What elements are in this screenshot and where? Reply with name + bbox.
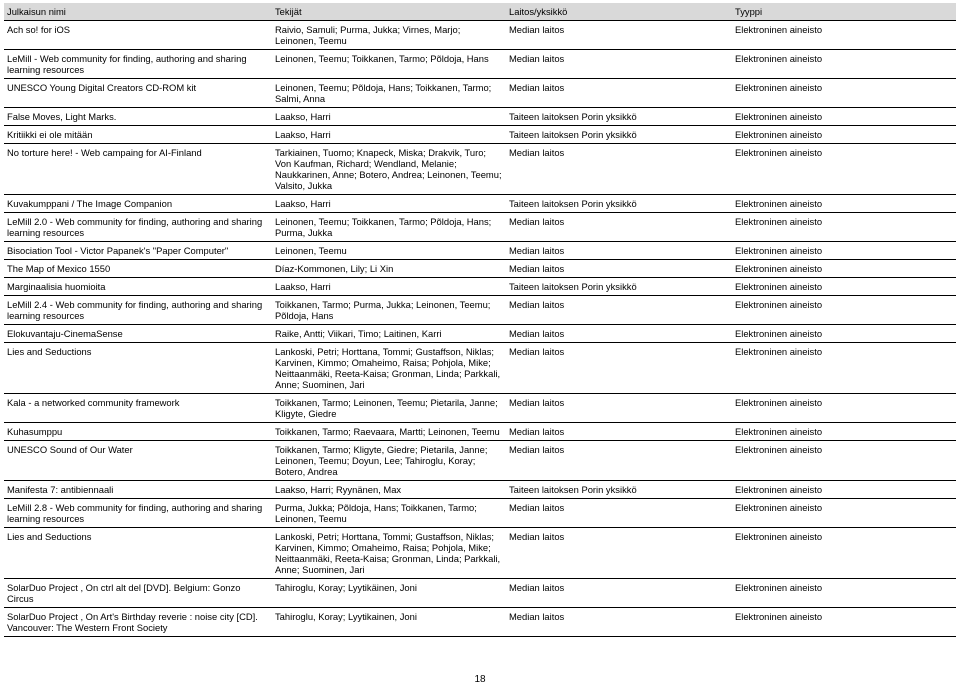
- cell-type: Elektroninen aineisto: [735, 245, 823, 256]
- cell-type: Elektroninen aineisto: [735, 53, 823, 64]
- cell-department: Median laitos: [509, 53, 565, 64]
- cell-department: Median laitos: [509, 24, 565, 35]
- cell-type: Elektroninen aineisto: [735, 129, 823, 140]
- cell-department: Median laitos: [509, 147, 565, 158]
- header-title: Julkaisun nimi: [7, 6, 66, 17]
- cell-title: Lies and Seductions: [7, 531, 92, 542]
- cell-authors: Leinonen, Teemu; Toikkanen, Tarmo; Põldoja, Hans; Purma, Jukka: [275, 216, 492, 238]
- table-row: [4, 21, 956, 50]
- cell-authors: Tahiroglu, Koray; Lyytikäinen, Joni: [275, 582, 417, 593]
- cell-title: SolarDuo Project , On ctrl alt del [DVD]. Belgium: Gonzo Circus: [7, 582, 241, 604]
- cell-type: Elektroninen aineisto: [735, 328, 823, 339]
- cell-title: Kuvakumppani / The Image Companion: [7, 198, 173, 209]
- cell-authors: Toikkanen, Tarmo; Raevaara, Martti; Leinonen, Teemu: [275, 426, 500, 437]
- cell-type: Elektroninen aineisto: [735, 582, 823, 593]
- cell-title: LeMill - Web community for finding, authoring and sharing learning resources: [7, 53, 247, 75]
- table-row: [4, 343, 956, 394]
- table-body: [4, 21, 956, 637]
- table-row: [4, 195, 956, 213]
- cell-title: Kala - a networked community framework: [7, 397, 180, 408]
- cell-title: Marginaalisia huomioita: [7, 281, 106, 292]
- table-row: [4, 260, 956, 278]
- table-row: [4, 441, 956, 481]
- cell-authors: Díaz-Kommonen, Lily; Li Xin: [275, 263, 394, 274]
- table-row: [4, 481, 956, 499]
- cell-title: LeMill 2.0 - Web community for finding, authoring and sharing learning resources: [7, 216, 263, 238]
- header-department: Laitos/yksikkö: [509, 6, 568, 17]
- cell-title: Kuhasumppu: [7, 426, 63, 437]
- cell-type: Elektroninen aineisto: [735, 24, 823, 35]
- cell-department: Median laitos: [509, 444, 565, 455]
- cell-type: Elektroninen aineisto: [735, 484, 823, 495]
- cell-title: Bisociation Tool - Victor Papanek's "Paper Computer": [7, 245, 229, 256]
- cell-type: Elektroninen aineisto: [735, 346, 823, 357]
- cell-authors: Toikkanen, Tarmo; Leinonen, Teemu; Pietarila, Janne; Kligyte, Giedre: [275, 397, 498, 419]
- cell-department: Median laitos: [509, 397, 565, 408]
- table-row: [4, 608, 956, 637]
- cell-department: Median laitos: [509, 502, 565, 513]
- cell-department: Taiteen laitoksen Porin yksikkö: [509, 129, 637, 140]
- cell-department: Taiteen laitoksen Porin yksikkö: [509, 198, 637, 209]
- cell-type: Elektroninen aineisto: [735, 263, 823, 274]
- cell-authors: Laakso, Harri: [275, 281, 331, 292]
- cell-department: Median laitos: [509, 611, 565, 622]
- table-row: [4, 579, 956, 608]
- cell-authors: Laakso, Harri: [275, 129, 331, 140]
- header-type: Tyyppi: [735, 6, 763, 17]
- cell-authors: Toikkanen, Tarmo; Kligyte, Giedre; Pietarila, Janne; Leinonen, Teemu; Doyun, Lee; Tahiroglu, Koray; Botero, Andrea: [275, 444, 488, 477]
- cell-title: Kritiikki ei ole mitään: [7, 129, 93, 140]
- cell-department: Median laitos: [509, 263, 565, 274]
- cell-authors: Laakso, Harri; Ryynänen, Max: [275, 484, 402, 495]
- table-row: [4, 528, 956, 579]
- cell-type: Elektroninen aineisto: [735, 444, 823, 455]
- table-row: [4, 296, 956, 325]
- cell-department: Median laitos: [509, 582, 565, 593]
- cell-department: Taiteen laitoksen Porin yksikkö: [509, 484, 637, 495]
- cell-department: Median laitos: [509, 328, 565, 339]
- cell-type: Elektroninen aineisto: [735, 299, 823, 310]
- table-row: [4, 79, 956, 108]
- cell-type: Elektroninen aineisto: [735, 397, 823, 408]
- cell-authors: Leinonen, Teemu; Põldoja, Hans; Toikkanen, Tarmo; Salmi, Anna: [275, 82, 492, 104]
- cell-authors: Leinonen, Teemu: [275, 245, 347, 256]
- table-row: [4, 499, 956, 528]
- table-row: [4, 144, 956, 195]
- publications-table: [4, 3, 956, 637]
- cell-title: UNESCO Sound of Our Water: [7, 444, 133, 455]
- cell-authors: Laakso, Harri: [275, 111, 331, 122]
- table-row: [4, 242, 956, 260]
- cell-title: False Moves, Light Marks.: [7, 111, 117, 122]
- cell-authors: Raike, Antti; Viikari, Timo; Laitinen, Karri: [275, 328, 442, 339]
- cell-authors: Leinonen, Teemu; Toikkanen, Tarmo; Põldoja, Hans: [275, 53, 489, 64]
- cell-title: LeMill 2.8 - Web community for finding, authoring and sharing learning resources: [7, 502, 263, 524]
- cell-type: Elektroninen aineisto: [735, 216, 823, 227]
- cell-department: Median laitos: [509, 245, 565, 256]
- header-authors: Tekijät: [275, 6, 302, 17]
- cell-title: Elokuvantaju-CinemaSense: [7, 328, 123, 339]
- cell-department: Median laitos: [509, 216, 565, 227]
- cell-department: Median laitos: [509, 299, 565, 310]
- table-row: [4, 50, 956, 79]
- cell-title: No torture here! - Web campaing for AI-Finland: [7, 147, 202, 158]
- cell-authors: Tarkiainen, Tuomo; Knapeck, Miska; Drakvik, Turo; Von Kaufman, Richard; Wendland, Melanie; Naukkarinen, Anne; Botero, Andrea; Leinonen, Teemu; Valsito, Jukka: [275, 147, 502, 191]
- cell-authors: Lankoski, Petri; Horttana, Tommi; Gustaffson, Niklas; Karvinen, Kimmo; Omaheimo, Raisa; Pohjola, Mike; Neittaanmäki, Reeta-Kaisa; Gronman, Linda; Parkkali, Anne; Suominen, Jari: [275, 346, 501, 390]
- cell-department: Median laitos: [509, 346, 565, 357]
- cell-department: Taiteen laitoksen Porin yksikkö: [509, 111, 637, 122]
- cell-title: LeMill 2.4 - Web community for finding, authoring and sharing learning resources: [7, 299, 263, 321]
- cell-type: Elektroninen aineisto: [735, 198, 823, 209]
- cell-title: The Map of Mexico 1550: [7, 263, 111, 274]
- cell-authors: Tahiroglu, Koray; Lyytikainen, Joni: [275, 611, 417, 622]
- table-row: [4, 278, 956, 296]
- table-row: [4, 213, 956, 242]
- table-row: [4, 394, 956, 423]
- cell-type: Elektroninen aineisto: [735, 531, 823, 542]
- cell-authors: Laakso, Harri: [275, 198, 331, 209]
- cell-type: Elektroninen aineisto: [735, 111, 823, 122]
- cell-authors: Raivio, Samuli; Purma, Jukka; Virnes, Marjo; Leinonen, Teemu: [275, 24, 461, 46]
- cell-title: SolarDuo Project , On Art's Birthday reverie : noise city [CD]. Vancouver: The Western Front Society: [7, 611, 258, 633]
- cell-type: Elektroninen aineisto: [735, 426, 823, 437]
- page-number: 18: [474, 674, 486, 685]
- cell-type: Elektroninen aineisto: [735, 611, 823, 622]
- cell-department: Median laitos: [509, 531, 565, 542]
- cell-title: Lies and Seductions: [7, 346, 92, 357]
- cell-authors: Toikkanen, Tarmo; Purma, Jukka; Leinonen, Teemu; Põldoja, Hans: [275, 299, 491, 321]
- table-header: [4, 3, 956, 21]
- table-row: [4, 423, 956, 441]
- cell-department: Median laitos: [509, 82, 565, 93]
- cell-authors: Lankoski, Petri; Horttana, Tommi; Gustaffson, Niklas; Karvinen, Kimmo; Omaheimo, Raisa; Pohjola, Mike; Neittaanmäki, Reeta-Kaisa; Gronman, Linda; Parkkali, Anne; Suominen, Jari: [275, 531, 501, 575]
- cell-authors: Purma, Jukka; Põldoja, Hans; Toikkanen, Tarmo; Leinonen, Teemu: [275, 502, 477, 524]
- table-row: [4, 126, 956, 144]
- table-row: [4, 108, 956, 126]
- cell-title: UNESCO Young Digital Creators CD-ROM kit: [7, 82, 197, 93]
- cell-department: Taiteen laitoksen Porin yksikkö: [509, 281, 637, 292]
- cell-department: Median laitos: [509, 426, 565, 437]
- cell-title: Manifesta 7: antibiennaali: [7, 484, 114, 495]
- table-row: [4, 325, 956, 343]
- cell-type: Elektroninen aineisto: [735, 82, 823, 93]
- cell-type: Elektroninen aineisto: [735, 147, 823, 158]
- cell-type: Elektroninen aineisto: [735, 281, 823, 292]
- cell-title: Ach so! for iOS: [7, 24, 71, 35]
- cell-type: Elektroninen aineisto: [735, 502, 823, 513]
